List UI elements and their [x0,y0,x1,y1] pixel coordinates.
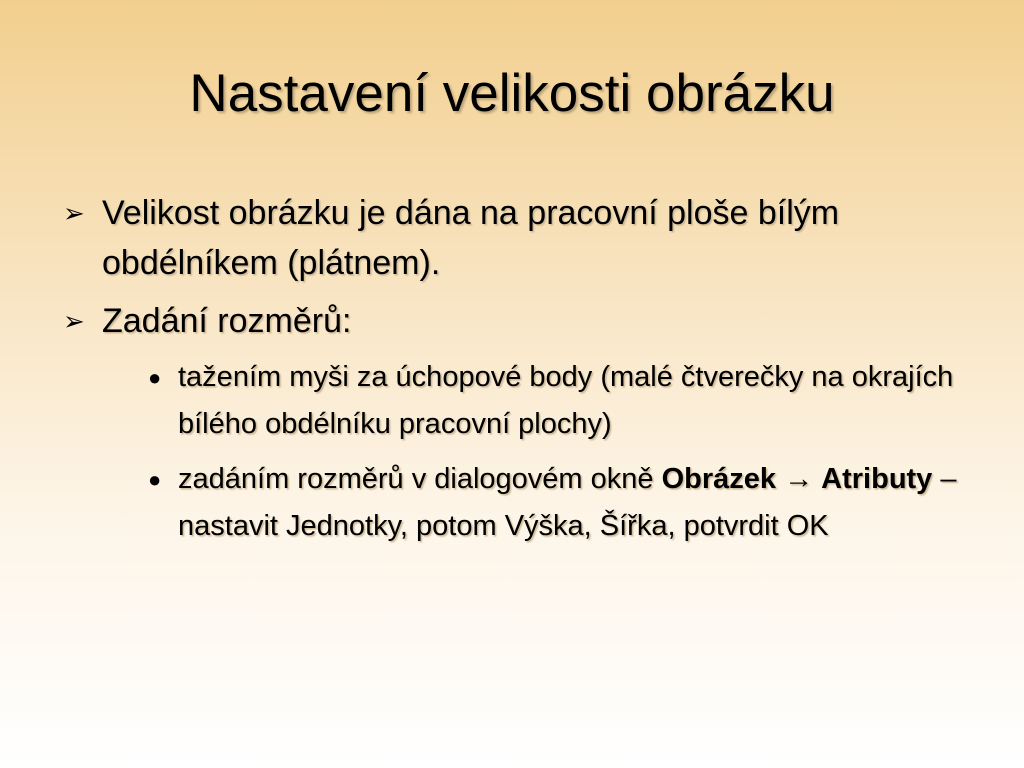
sub-bullet-text: tažením myši za úchopové body (malé čtverečky na okrajích bílého obdélníku pracovní plochy) [178,361,954,440]
right-arrow-icon: → [784,463,814,495]
slide-body [60,188,960,558]
bullet-text: Zadání rozměrů: [102,302,352,340]
bullet-item-2 [60,296,960,346]
bullet-item-1 [60,188,960,288]
arrowhead-bullet-icon: ➢ [63,198,85,228]
sub-bullet-item-2 [146,456,960,550]
menu-path-atributy: Atributy [821,463,933,495]
sub-bullet-suffix: – nastavit Jednotky, potom Výška, Šířka, potvrdit OK [178,463,957,542]
menu-path-obrazek: Obrázek [661,463,777,495]
sub-bullet-item-1 [146,354,960,448]
slide-title: Nastavení velikosti obrázku [189,64,835,123]
dot-bullet-icon: ● [148,365,162,390]
arrowhead-bullet-icon: ➢ [63,306,85,336]
bullet-text: Velikost obrázku je dána na pracovní ploše bílým obdélníkem (plátnem). [102,194,840,282]
sub-bullet-prefix: zadáním rozměrů v dialogovém okně [178,463,654,495]
dot-bullet-icon: ● [148,467,162,492]
